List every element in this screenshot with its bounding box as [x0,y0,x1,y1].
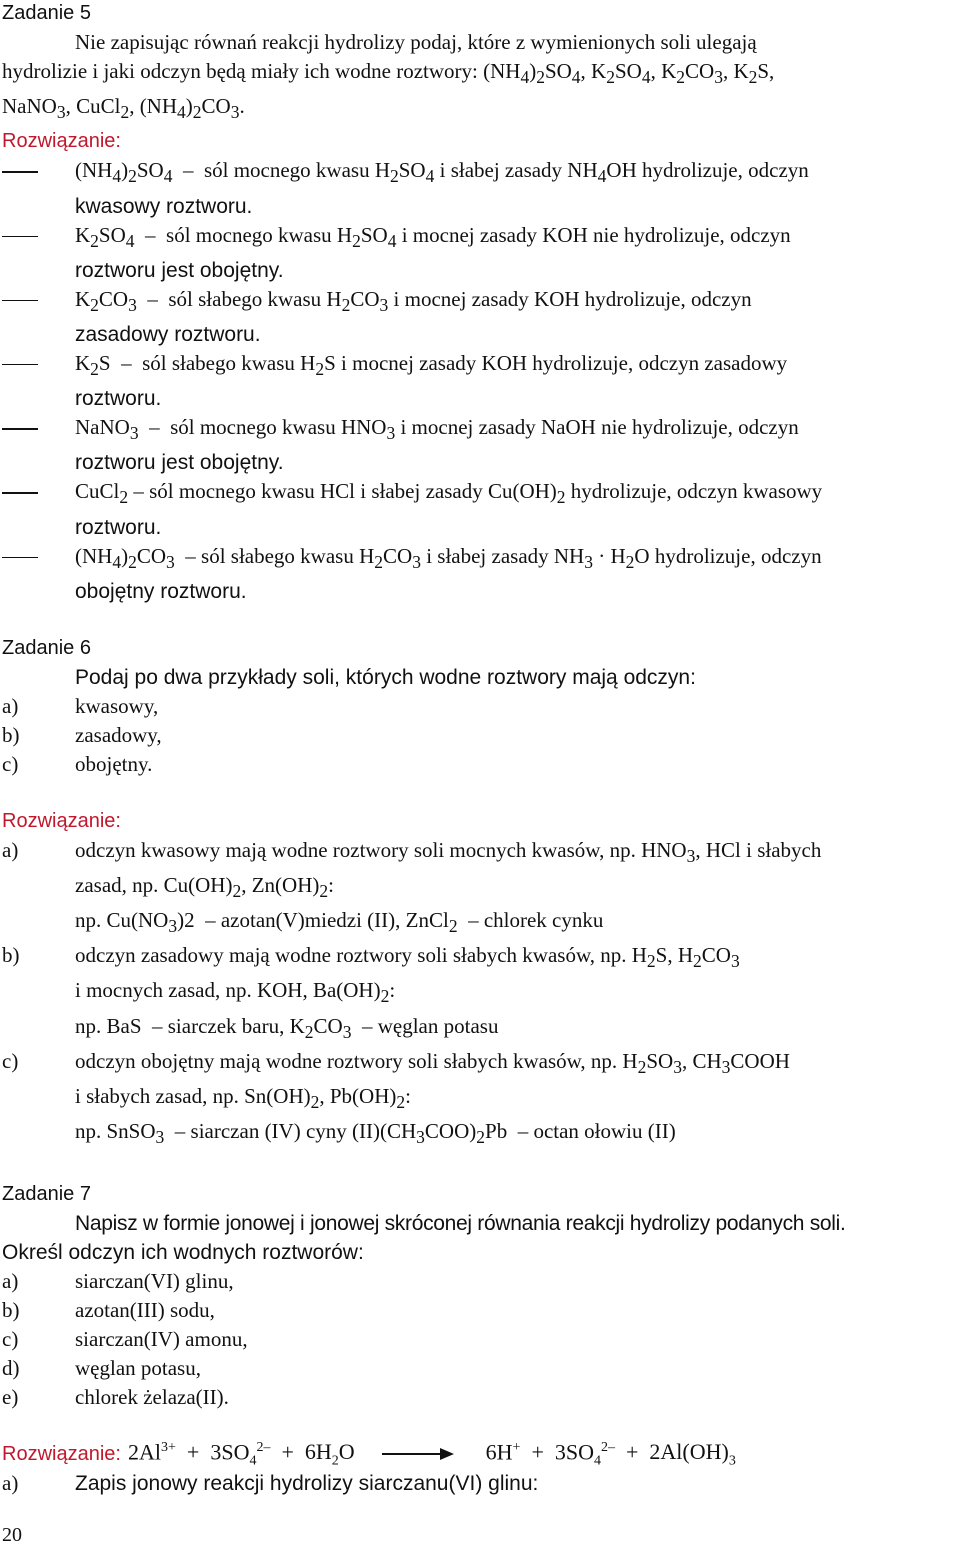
dash-marker [2,349,75,413]
list-item: $K_2S$ – sól słabego kwasu $H_2S$ i mocnej zasady KOH hydrolizuje, odczyn zasadowy roztworu. [2,349,957,413]
z6-intro: Podaj po dwa przykłady soli, których wodne roztwory mają odczyn: [75,665,696,689]
dash-marker [2,156,75,220]
z5-title: Zadanie 5 [2,2,91,24]
z7-title: Zadanie 7 [2,1183,91,1206]
list-item: $(NH_4)_2SO_4$ – sól mocnego kwasu $H_2SO_4$ i słabej zasady $NH_4OH$ hydrolizuje, odczyn kwasowy roztworu. [2,156,957,220]
hydrolysis-equation: $2Al^{3+} + 3SO_4^{2-} + 6H_2O$ $6H^+ + 3SO_4^{2-} + 2Al(OH)_3$ [128,1439,736,1469]
list-item: c) obojętny. [2,751,153,776]
reaction-arrow-icon [382,1447,454,1461]
list-item: $(NH_4)_2CO_3$ – sól słabego kwasu $H_2CO_3$ i słabej zasady $NH_3 \cdot H_2O$ hydrolizuje, odczyn obojętny roztworu. [2,542,957,606]
z5-intro-cont: hydrolizie i jaki odczyn będą miały ich wodne roztwory: $(NH_4)_2SO_4$, $K_2SO_4$, $K_2CO_3$, $K_2S$, NaNO$_3$, CuCl$_2$, $(NH_4)_2CO_3$. [2,59,775,123]
dash-marker [2,285,75,349]
list-item: $K_2CO_3$ – sól słabego kwasu $H_2CO_3$ i mocnej zasady KOH hydrolizuje, odczyn zasadowy roztworu. [2,285,957,349]
list-item: b) azotan(III) sodu, [2,1298,215,1323]
list-item: c) siarczan(IV) amonu, [2,1327,248,1352]
list-item: a) siarczan(VI) glinu, [2,1269,234,1294]
dash-marker [2,477,75,541]
z7-solution-label: Rozwiązanie: [2,1443,121,1466]
z5-intro [2,28,957,57]
dash-marker [2,221,75,285]
answer-item: c) odczyn obojętny mają wodne roztwory soli słabych kwasów, np. $H_2SO_3$, $CH_3COOH$ i słabych zasad, np. $Sn(OH)_2$, $Pb(OH)_2$: np. SnSO$_3$ – siarczan (IV) cyny $(II)(CH_3COO)_2Pb$ – octan ołowiu (II) [2,1048,790,1148]
list-item: $K_2SO_4$ – sól mocnego kwasu $H_2SO_4$ i mocnej zasady KOH nie hydrolizuje, odczyn roztworu jest obojętny. [2,221,957,285]
z6-title: Zadanie 6 [2,636,91,659]
z5-solution-label: Rozwiązanie: [2,130,121,153]
dash-marker [2,542,75,606]
list-item: d) węglan potasu, [2,1356,201,1381]
document-page [2,0,957,1498]
list-item: CuCl$_2$ – sól mocnego kwasu HCl i słabej zasady $Cu(OH)_2$ hydrolizuje, odczyn kwasowy roztworu. [2,477,957,541]
dash-marker [2,413,75,477]
list-item: NaNO$_3$ – sól mocnego kwasu $HNO_3$ i mocnej zasady NaOH nie hydrolizuje, odczyn roztworu jest obojętny. [2,413,957,477]
answer-item: b) odczyn zasadowy mają wodne roztwory soli słabych kwasów, np. $H_2S$, $H_2CO_3$ i mocnych zasad, np. KOH, $Ba(OH)_2$: np. BaS – siarczek baru, $K_2CO_3$ – węglan potasu [2,943,740,1042]
z6-solution-label: Rozwiązanie: [2,809,121,832]
z7-intro-line1: Napisz w formie jonowej i jonowej skróconej równania reakcji hydrolizy podanych soli. [75,1212,846,1236]
answer-item: a) Zapis jonowy reakcji hydrolizy siarczanu(VI) glinu: [2,1471,539,1496]
list-item: a) kwasowy, [2,693,159,718]
z5-intro-text: Nie zapisując równań reakcji hydrolizy podaj, które z wymienionych soli ulegają [75,30,757,54]
answer-item: a) odczyn kwasowy mają wodne roztwory soli mocnych kwasów, np. $HNO_3$, HCl i słabych zasad, np. $Cu(OH)_2$, $Zn(OH)_2$: np. $Cu(NO_3)2$ – azotan(V)miedzi (II), ZnCl$_2$ – chlorek cynku [2,837,822,937]
list-item: e) chlorek żelaza(II). [2,1385,229,1410]
z7-intro-line2: Określ odczyn ich wodnych roztworów: [2,1241,364,1265]
page-number: 20 [2,1524,22,1546]
list-item: b) zasadowy, [2,722,162,747]
